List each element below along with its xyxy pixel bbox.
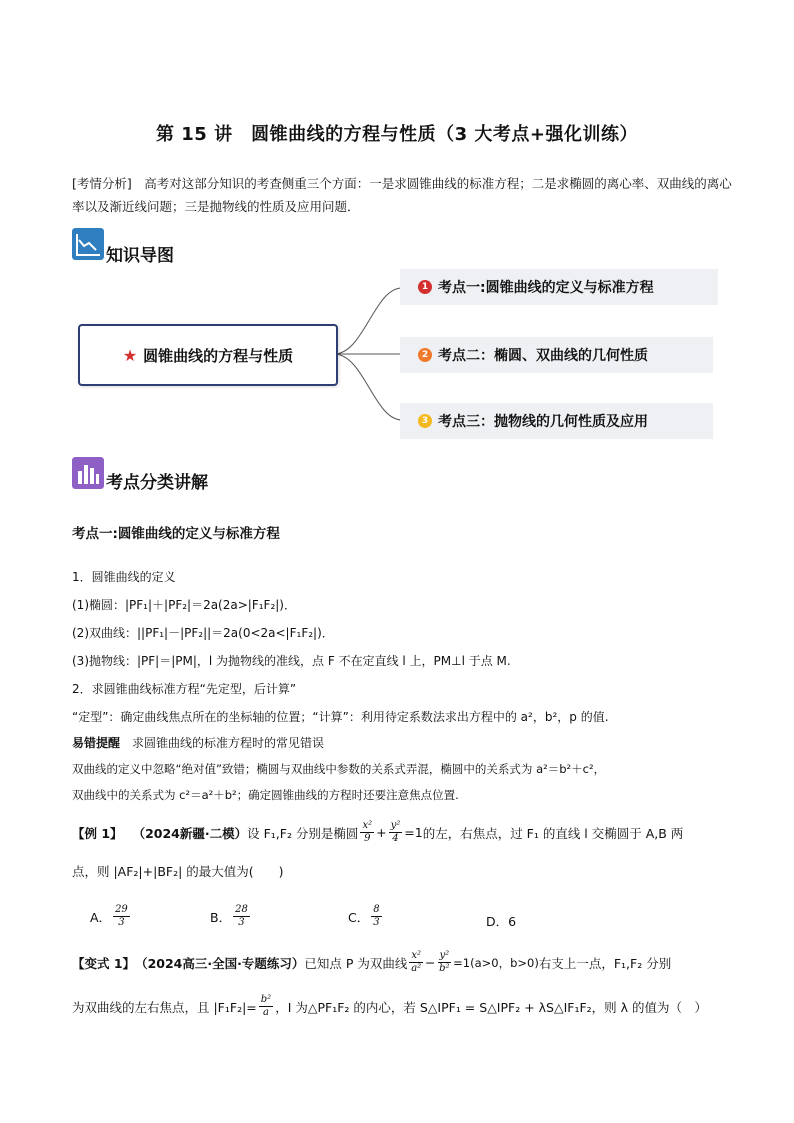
branch-label-1: 考点一:圆锥曲线的定义与标准方程 — [438, 280, 654, 296]
chart-line-icon — [72, 228, 104, 260]
variant-1-text-b: 右支上一点，F₁,F₂ 分别 — [538, 955, 672, 971]
content-line-7 — [72, 732, 324, 755]
analysis-text: 高考对这部分知识的考查侧重三个方面：一是求圆锥曲线的标准方程；二是求椭圆的离心率、双曲线的离心率以及渐近线问题；三是抛物线的性质及应用问题． — [72, 176, 732, 214]
content-line-4: (3)抛物线：|PF|＝|PM|，l 为抛物线的准线，点 F 不在定直线 l 上，PM⊥l 于点 M. — [72, 654, 511, 668]
choice-d-label: D． — [486, 914, 509, 929]
branch-label-2: 考点二：椭圆、双曲线的几何性质 — [438, 348, 648, 364]
plus-sign: + — [376, 825, 387, 840]
variant-1-line-2a: 为双曲线的左右焦点，且 |F₁F₂|= — [72, 999, 257, 1015]
equals-one: =1 — [404, 825, 423, 840]
example-1-source: （2024新疆·二模） — [132, 825, 248, 841]
choice-c-fraction: $\frac{8}{3}$ — [373, 904, 380, 928]
variant-1-tag: 【变式 1】 — [72, 955, 136, 971]
branch-label-3: 考点三：抛物线的几何性质及应用 — [438, 414, 648, 430]
mind-map-center — [78, 324, 338, 386]
choice-a-fraction: $\frac{29}{3}$ — [115, 904, 128, 928]
error-warning-label: 易错提醒 — [72, 736, 121, 750]
choice-b-fraction: $\frac{28}{3}$ — [235, 904, 248, 928]
content-line-5: 2．求圆锥曲线标准方程“先定型，后计算” — [72, 682, 297, 696]
variant-1-text-a: 已知点 P 为双曲线 — [304, 955, 408, 971]
choice-b-label: B． — [210, 909, 232, 925]
fraction-x2-over-9: $\frac{\text{x²}}{9}$ — [362, 820, 373, 844]
content-line-9: 双曲线中的关系式为 c²＝a²＋b²；确定圆锥曲线的方程时还要注意焦点位置. — [72, 788, 459, 802]
fraction-x2-over-a2: $\frac{\text{x²}}{\text{a²}}$ — [411, 950, 422, 974]
category-heading: 考点分类讲解 — [106, 473, 208, 493]
example-1-line-1 — [72, 820, 683, 845]
analysis-label: [考情分析] — [72, 176, 132, 191]
hyperbola-condition: =1(a>0，b>0) — [453, 955, 539, 970]
mind-map-branch-1 — [400, 269, 718, 305]
section-subheading: 考点一:圆锥曲线的定义与标准方程 — [72, 526, 280, 542]
content-line-2: (1)椭圆：|PF₁|＋|PF₂|＝2a(2a>|F₁F₂|)． — [72, 598, 296, 612]
page-title: 第 15 讲 圆锥曲线的方程与性质（3 大考点+强化训练） — [156, 124, 638, 145]
minus-sign: − — [425, 955, 436, 970]
choice-a-label: A． — [90, 909, 112, 925]
category-header — [72, 457, 208, 493]
variant-1-line-2 — [72, 994, 707, 1019]
fraction-b2-over-a: $\frac{\text{b²}}{a}$ — [260, 994, 272, 1018]
mind-map-center-label: 圆锥曲线的方程与性质 — [143, 346, 294, 365]
fraction-y2-over-b2: $\frac{\text{y²}}{\text{b²}}$ — [439, 950, 450, 974]
variant-1-line-2b: ，I 为△PF₁F₂ 的内心，若 S△IPF₁ = S△IPF₂ + λS△IF₁F₂，则 λ 的值为（ ） — [275, 999, 708, 1015]
variant-1-line-1 — [72, 950, 671, 975]
number-badge-3: 3 — [418, 414, 432, 428]
number-badge-2: 2 — [418, 348, 432, 362]
number-badge-1: 1 — [418, 280, 432, 294]
content-line-3: (2)双曲线：||PF₁|－|PF₂||＝2a(0<2a<|F₁F₂|)． — [72, 626, 334, 640]
choice-b[interactable] — [210, 904, 252, 929]
example-1-tag: 【例 1】 — [72, 825, 123, 841]
choice-c[interactable] — [348, 904, 384, 929]
mind-map-branch-2 — [400, 337, 713, 373]
content-line-6: “定型”：确定曲线焦点所在的坐标轴的位置；“计算”：利用待定系数法求出方程中的 a²，b²，p 的值. — [72, 710, 609, 724]
mind-map-branch-3 — [400, 403, 713, 439]
choice-d-value: 6 — [508, 913, 517, 929]
choice-a[interactable] — [90, 904, 132, 929]
bar-chart-icon — [72, 457, 104, 489]
variant-1-source: （2024高三·全国·专题练习） — [135, 955, 305, 971]
analysis-paragraph — [72, 172, 732, 218]
example-1-line-2: 点，则 |AF₂|+|BF₂| 的最大值为( ) — [72, 864, 284, 879]
fraction-y2-over-4: $\frac{\text{y²}}{4}$ — [390, 820, 401, 844]
content-line-8: 双曲线的定义中忽略“绝对值”致错；椭圆与双曲线中参数的关系式弄混，椭圆中的关系式为 a²＝b²＋c²， — [72, 762, 606, 776]
content-line-1: 1．圆锥曲线的定义 — [72, 570, 176, 584]
knowledge-map-header — [72, 228, 174, 266]
example-1-text-b: 的左，右焦点，过 F₁ 的直线 l 交椭圆于 A,B 两 — [422, 825, 684, 841]
knowledge-map-heading: 知识导图 — [106, 246, 174, 266]
star-icon: ★ — [122, 345, 138, 365]
example-1-text-a: 设 F₁,F₂ 分别是椭圆 — [247, 825, 359, 841]
error-warning-text: 求圆锥曲线的标准方程时的常见错误 — [120, 736, 325, 750]
choice-c-label: C． — [348, 909, 370, 925]
choice-d[interactable] — [486, 912, 516, 930]
